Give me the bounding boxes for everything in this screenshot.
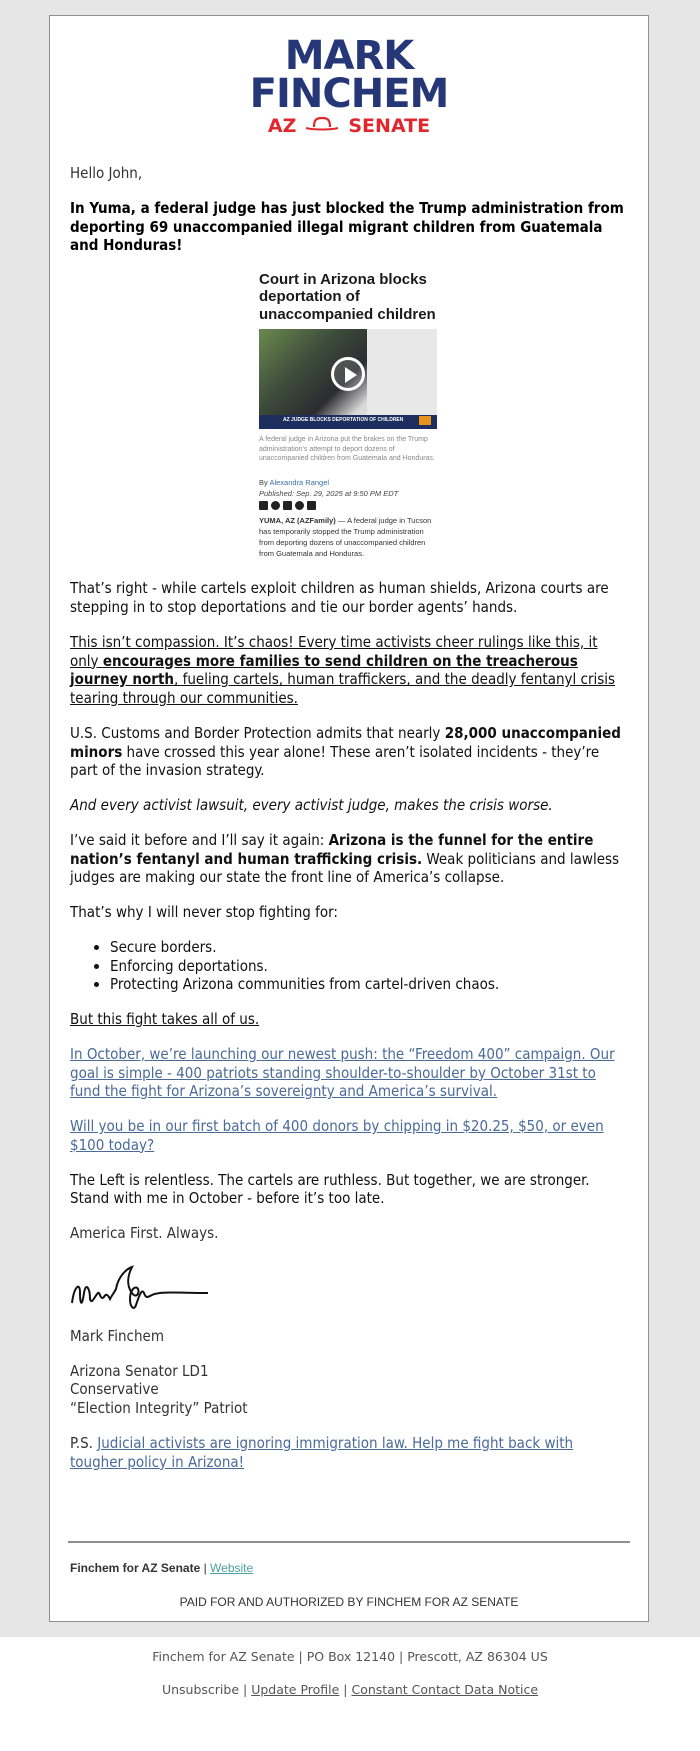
byline-prefix: By [259,478,268,488]
headline: In Yuma, a federal judge has just blocked the Trump administration from deporting 69 unaccompanied illegal migrant children from Guatemala and Honduras! [70,198,624,255]
logo-senate: SENATE [348,114,431,137]
article-title: Court in Arizona blocks deportation of unaccompanied children [259,271,436,323]
email-footer [0,1637,700,1703]
separator: | [339,1682,352,1698]
station-logo-icon [419,416,431,425]
lede-text: — A federal judge in Tucson has temporarily stopped the Trump administration from deporting dozens of unaccompanied children from Guatemala and Honduras. [259,515,432,558]
update-profile-link[interactable]: Update Profile [251,1682,340,1698]
x-icon[interactable] [283,501,292,510]
email-icon[interactable] [259,501,268,510]
p5-text-b: Weak politicians and lawless judges are making our state the front line of America’s collapse. [70,849,620,887]
card-footer-org [50,1543,648,1575]
logo-line-finchem: FINCHEM [249,71,449,117]
data-notice-link[interactable]: Constant Contact Data Notice [351,1682,539,1698]
bullet-item: • Protecting Arizona communities from cartel-driven chaos. [110,975,628,994]
title-line: Conservative [70,1380,159,1399]
email-card [49,15,649,1622]
facebook-icon[interactable] [271,501,280,510]
p3-text-b: have crossed this year alone! These aren’t isolated incidents - they’re part of the invasion strategy. [70,742,600,780]
donate-paragraph [70,1117,628,1155]
p2-text-a: This isn’t compassion. It’s chaos! Every time activists cheer rulings like this, it only [70,632,598,670]
paragraph-5 [70,831,628,887]
paragraph-3 [70,724,628,780]
bullet-item: • Secure borders. [110,938,628,957]
author-link[interactable]: Alexandra Rangel [269,478,330,488]
paragraph-4 [70,796,628,815]
paragraph-8: The Left is relentless. The cartels are ruthless. But together, we are stronger. Stand with me in October - before it’s too late. [70,1170,590,1208]
website-link[interactable]: Website [210,1561,254,1576]
news-article-image[interactable] [259,271,439,559]
p5-bold: Arizona is the funnel for the entire nation’s fentanyl and human trafficking crisis. [70,830,594,868]
linkedin-icon[interactable] [307,501,316,510]
title-line: “Election Integrity” Patriot [70,1399,248,1418]
article-published: Published: Sep. 29, 2025 at 9:50 PM EDT [259,488,399,498]
logo-line-mark: MARK [284,33,414,79]
separator: | [200,1561,211,1576]
logo-line-az-senate [50,116,648,136]
signer-name: Mark Finchem [70,1326,164,1345]
ps-prefix: P.S. [70,1433,98,1452]
separator: | [239,1682,252,1698]
title-line: Arizona Senator LD1 [70,1361,209,1380]
unsubscribe-link[interactable]: Unsubscribe [161,1682,240,1698]
cowboy-hat-icon [304,116,340,136]
greeting: Hello John, [70,164,143,182]
article-caption: A federal judge in Arizona put the brakes on the Trump administration's attempt to deport dozens of unaccompanied children from Guatemala and Honduras. [259,435,435,463]
bullet-item: • Enforcing deportations. [110,957,628,976]
campaign-logo [50,16,648,150]
ps-link[interactable]: Judicial activists are ignoring immigration law. Help me fight back with tougher policy in Arizona! [70,1433,574,1471]
article-byline [259,478,439,487]
paragraph-2 [70,633,628,708]
bullet-list [70,938,628,994]
news-chyron [259,415,437,429]
paid-for-disclaimer: PAID FOR AND AUTHORIZED BY FINCHEM FOR AZ SENATE [179,1595,519,1610]
postscript [70,1434,628,1472]
donate-link[interactable]: Will you be in our first batch of 400 donors by chipping in $20.25, $50, or even $100 today? [70,1117,604,1154]
article-lede [259,516,439,560]
p5-text-a: I’ve said it before and I’ll say it again: [70,830,329,849]
p3-text-a: U.S. Customs and Border Protection admits that nearly [70,723,445,742]
paragraph-6: That’s why I will never stop fighting for: [70,903,338,922]
footer-links [0,1682,700,1697]
van-image [367,329,437,417]
freedom-400-paragraph [70,1045,628,1101]
p2-bold: encourages more families to send children on the treacherous journey north [70,651,578,689]
paragraph-7: But this fight takes all of us. [70,1010,260,1029]
lede-dateline: YUMA, AZ (AZFamily) [259,515,336,525]
chyron-text: AZ JUDGE BLOCKS DEPORTATION OF CHILDREN [283,416,404,423]
email-body [50,160,648,1471]
signature-image [70,1259,628,1319]
paragraph-1: That’s right - while cartels exploit children as human shields, Arizona courts are stepping in to stop deportations and tie our border agents’ hands. [70,579,609,617]
pinterest-icon[interactable] [295,501,304,510]
share-icons [259,501,439,510]
org-name: Finchem for AZ Senate [70,1561,201,1576]
closing: America First. Always. [70,1224,219,1243]
p4-italic: And every activist lawsuit, every activist judge, makes the crisis worse. [70,796,553,815]
article-video-thumbnail[interactable] [259,329,437,429]
p2-text-b: , fueling cartels, human traffickers, and the deadly fentanyl crisis tearing through our communities. [70,670,616,708]
play-icon[interactable] [331,357,365,391]
freedom-400-link[interactable]: In October, we’re launching our newest push: the “Freedom 400” campaign. Our goal is simple - 400 patriots standing shoulder-to-shoulder by October 31st to fund the fight for Arizona’s sovereignty and America’s survival. [70,1044,615,1101]
logo-az: AZ [267,114,297,137]
signer-titles [70,1362,628,1418]
mailing-address: Finchem for AZ Senate | PO Box 12140 | Prescott, AZ 86304 US [152,1649,548,1665]
p3-bold: 28,000 unaccompanied minors [70,723,621,761]
